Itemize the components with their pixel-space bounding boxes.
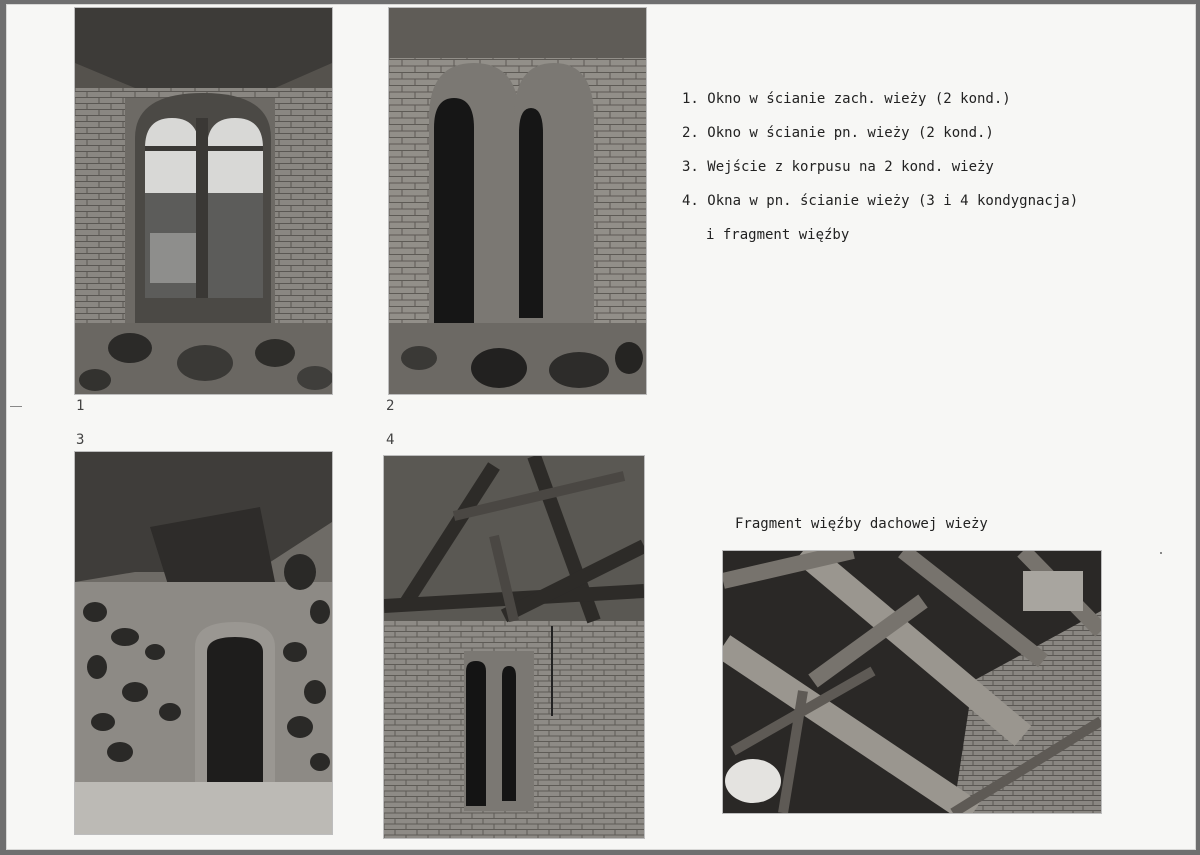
photo-1-west-window bbox=[75, 8, 332, 394]
caption-1: 1. Okno w ścianie zach. wieży (2 kond.) bbox=[682, 91, 1011, 107]
caption-4: 4. Okna w pn. ścianie wieży (3 i 4 kondygnacja) bbox=[682, 193, 1079, 209]
photo-4-windows-and-truss bbox=[384, 456, 644, 838]
caption-2: 2. Okno w ścianie pn. wieży (2 kond.) bbox=[682, 125, 994, 141]
photo-number-2: 2 bbox=[386, 398, 395, 414]
caption-list bbox=[682, 82, 1162, 252]
fragment-caption: Fragment więźby dachowej wieży bbox=[735, 516, 988, 532]
caption-4-continued: i fragment więźby bbox=[706, 227, 850, 243]
photo-number-1: 1 bbox=[76, 398, 85, 414]
photo-roof-truss-fragment bbox=[723, 551, 1101, 813]
edge-tick-left bbox=[10, 406, 22, 407]
photo-number-3: 3 bbox=[76, 432, 85, 448]
photo-3-entrance bbox=[75, 452, 332, 834]
caption-3: 3. Wejście z korpusu na 2 kond. wieży bbox=[682, 159, 994, 175]
document-sheet bbox=[6, 4, 1196, 850]
photo-2-north-window bbox=[389, 8, 646, 394]
edge-dot-right bbox=[1160, 552, 1162, 554]
photo-number-4: 4 bbox=[386, 432, 395, 448]
